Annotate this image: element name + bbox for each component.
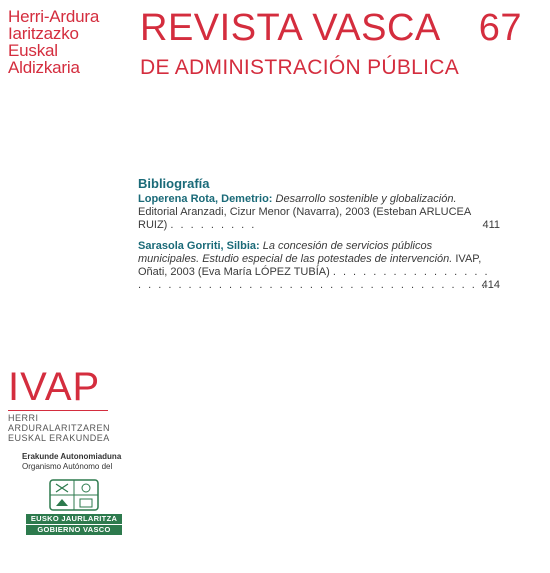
bibliography-entry <box>138 240 498 292</box>
government-band-basque: EUSKO JAURLARITZA <box>26 514 122 524</box>
basque-title <box>8 8 118 76</box>
basque-title-line-4: Aldizkaria <box>8 58 80 77</box>
ivap-divider <box>8 410 108 411</box>
entry-details: IVAP, Oñati, 2003 (Eva María LÓPEZ TUBÍA) <box>138 253 482 278</box>
basque-title-line-2: Iaritzazko <box>8 24 79 43</box>
ivap-name <box>8 413 118 443</box>
entry-leader-dots: . . . . . . . . . . . . . . . . . . . . . . . . . . . . . . . . . . . . . . . . . . . . . . . . . . . <box>138 266 490 291</box>
organism-caption <box>22 452 121 472</box>
entry-title: Desarrollo sostenible y globalización. <box>275 193 457 205</box>
entry-text <box>138 193 490 232</box>
government-logo <box>26 478 122 535</box>
issue-number: 67 <box>478 7 522 49</box>
journal-header <box>140 8 540 80</box>
basque-title-line-1: Herri-Ardura <box>8 7 100 26</box>
basque-coat-of-arms-icon <box>48 478 100 512</box>
entry-title: La concesión de servicios públicos municipales. Estudio especial de las potestades de intervención. <box>138 240 453 265</box>
journal-title-text: REVISTA VASCA <box>140 7 441 49</box>
entry-page: 414 <box>481 279 500 291</box>
entry-details: Editorial Aranzadi, Cizur Menor (Navarra), 2003 (Esteban ARLUCEA RUIZ) <box>138 206 471 231</box>
government-band-spanish: GOBIERNO VASCO <box>26 525 122 535</box>
ivap-logo-block <box>8 366 118 443</box>
entry-text <box>138 240 490 292</box>
entry-leader-dots: . . . . . . . . . <box>170 219 257 231</box>
basque-title-line-3: Euskal <box>8 41 58 60</box>
organism-line-1: Erakunde Autonomiaduna <box>22 452 122 461</box>
journal-title <box>140 8 540 48</box>
journal-subtitle: DE ADMINISTRACIÓN PÚBLICA <box>140 56 460 79</box>
ivap-logo: IVAP <box>8 365 101 409</box>
entry-author: Sarasola Gorriti, Silbia: <box>138 240 260 252</box>
entry-page: 411 <box>482 219 500 231</box>
organism-line-2: Organismo Autónomo del <box>22 462 113 471</box>
bibliography-section <box>138 176 498 300</box>
entry-author: Loperena Rota, Demetrio: <box>138 193 273 205</box>
basque-title-lines <box>8 8 118 76</box>
ivap-name-line-2: EUSKAL ERAKUNDEA <box>8 433 110 443</box>
bibliography-entry <box>138 193 498 232</box>
bibliography-heading: Bibliografía <box>138 176 210 191</box>
ivap-name-line-1: HERRI ARDURALARITZAREN <box>8 413 111 433</box>
